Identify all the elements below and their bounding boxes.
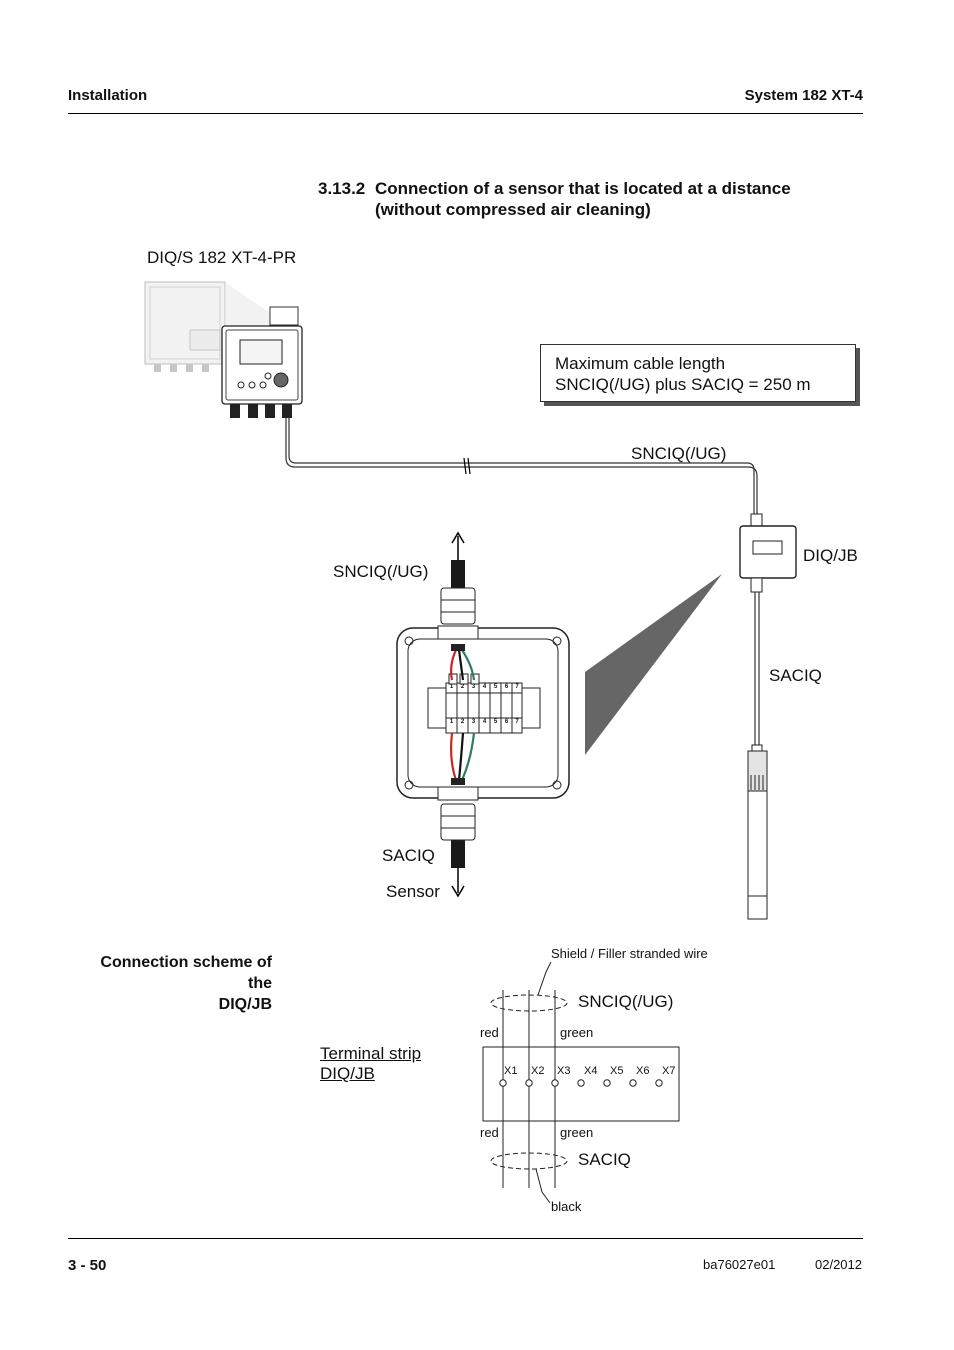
box-bottom-cable-label: SACIQ	[382, 846, 435, 865]
sensor-probe	[748, 592, 767, 919]
zoom-wedge	[585, 574, 722, 755]
terminal-x3: X3	[557, 1065, 571, 1077]
terminal-num: 6	[504, 684, 509, 690]
terminal-num: 1	[449, 719, 454, 725]
terminal-num: 1	[449, 684, 454, 690]
terminal-num: 5	[493, 719, 498, 725]
footer-rule	[68, 1238, 863, 1239]
terminal-num: 6	[504, 719, 509, 725]
terminal-num: 4	[482, 719, 487, 725]
callout-line1: Maximum cable length	[555, 354, 726, 373]
section-title-line1: Connection of a sensor that is located at a distance	[375, 179, 791, 198]
terminal-x1: X1	[504, 1065, 518, 1077]
wire-green-top: green	[560, 1025, 594, 1040]
terminal-x5: X5	[610, 1065, 624, 1077]
page-number: 3 - 50	[68, 1257, 107, 1274]
box-sensor-label: Sensor	[386, 882, 440, 901]
junction-box-small	[740, 514, 796, 592]
controller-label: DIQ/S 182 XT-4-PR	[147, 248, 297, 267]
callout-line2: SNCIQ(/UG) plus SACIQ = 250 m	[555, 375, 811, 394]
terminal-numbers-bottom	[446, 719, 522, 725]
terminal-x2: X2	[531, 1065, 545, 1077]
wire-green-bottom: green	[560, 1125, 594, 1140]
terminal-num: 7	[515, 684, 519, 690]
scheme-heading-line1: Connection scheme of	[100, 954, 272, 971]
cable-top-label: SNCIQ(/UG)	[631, 444, 727, 463]
wire-red-bottom: red	[480, 1125, 499, 1140]
terminal-x4: X4	[584, 1065, 598, 1077]
cable-snciq	[286, 418, 757, 516]
terminal-num: 3	[471, 684, 476, 690]
terminal-x6: X6	[636, 1065, 650, 1077]
terminal-num: 4	[482, 684, 487, 690]
wire-red-top: red	[480, 1025, 499, 1040]
terminal-num: 3	[471, 719, 476, 725]
terminal-numbers-top	[446, 684, 522, 690]
scheme-bottom-cable-label: SACIQ	[578, 1150, 631, 1169]
header-section: Installation	[68, 87, 148, 104]
terminal-num: 2	[460, 719, 465, 725]
terminal-num: 5	[493, 684, 498, 690]
scheme-heading-line3: DIQ/JB	[218, 996, 272, 1013]
cable-length-callout	[540, 344, 856, 402]
wire-black: black	[551, 1199, 582, 1214]
terminal-strip-label-line2: DIQ/JB	[320, 1064, 375, 1083]
terminal-num: 7	[515, 719, 519, 725]
doc-id: ba76027e01	[703, 1257, 776, 1272]
junction-box-label: DIQ/JB	[803, 546, 858, 565]
terminal-strip-label-line1: Terminal strip	[320, 1044, 422, 1063]
doc-date: 02/2012	[815, 1257, 862, 1272]
terminal-num: 2	[460, 684, 465, 690]
scheme-heading-line2: the	[248, 975, 272, 992]
section-title-line2: (without compressed air cleaning)	[375, 200, 651, 219]
section-number: 3.13.2	[318, 179, 366, 198]
sensor-cable-label: SACIQ	[769, 666, 822, 685]
box-top-cable-label: SNCIQ(/UG)	[333, 562, 429, 581]
header-product: System 182 XT-4	[744, 87, 863, 104]
junction-box-detail	[397, 533, 569, 896]
scheme-top-cable-label: SNCIQ(/UG)	[578, 992, 674, 1011]
shield-label: Shield / Filler stranded wire	[551, 946, 708, 961]
terminal-x7: X7	[662, 1065, 676, 1077]
